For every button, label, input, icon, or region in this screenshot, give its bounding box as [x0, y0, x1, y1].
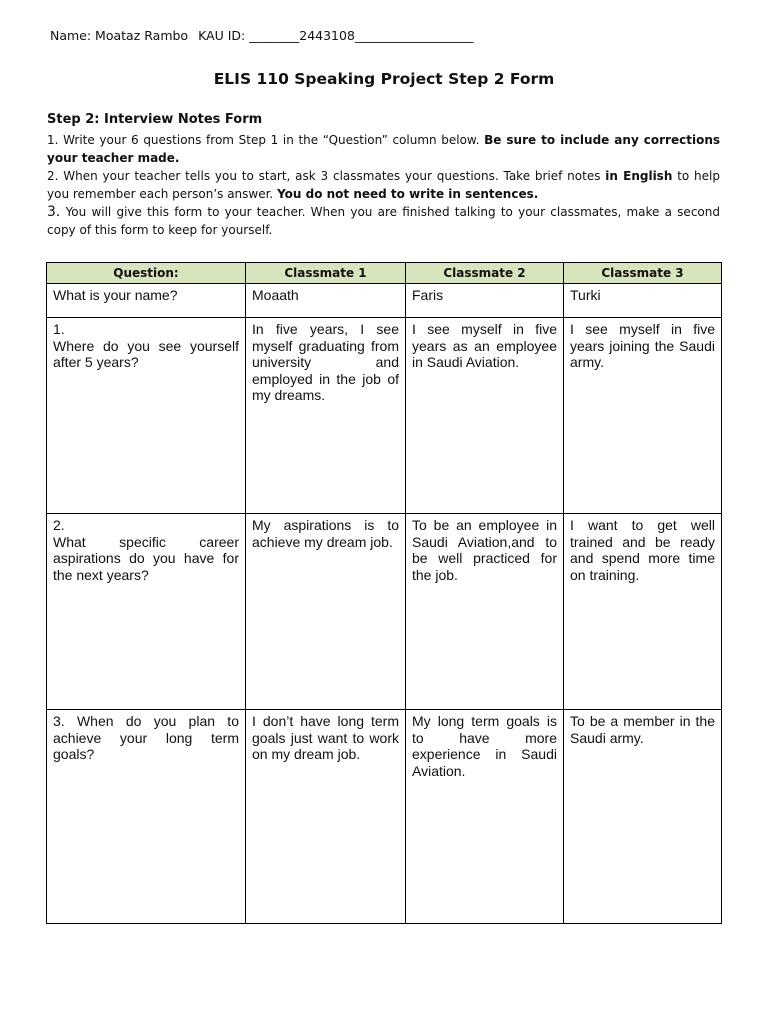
question-number: 1.: [53, 321, 65, 337]
table-header-row: [47, 263, 722, 284]
question-cell: [47, 318, 246, 514]
question-number: 2.: [53, 517, 65, 533]
answer-cell: I want to get well trained and be ready and spend more time on training.: [564, 514, 722, 710]
question-cell: What is your name?: [47, 284, 246, 318]
question-cell: 3. When do you plan to achieve your long term goals?: [47, 710, 246, 924]
answer-cell: To be an employee in Saudi Aviation,and to be well practiced for the job.: [406, 514, 564, 710]
header-classmate-2: Classmate 2: [406, 263, 564, 284]
answer-cell: My aspirations is to achieve my dream job.: [246, 514, 406, 710]
question-text: What specific career aspirations do you have for the next years?: [53, 533, 239, 583]
instructions: [47, 131, 720, 239]
question-text: Where do you see yourself after 5 years?: [53, 337, 239, 370]
table-row: [47, 318, 722, 514]
student-name: Name: Moataz Rambo: [50, 28, 189, 43]
kau-id: KAU ID: ________2443108___________________: [198, 28, 474, 43]
header-question: Question:: [47, 263, 246, 284]
answer-cell: Turki: [564, 284, 722, 318]
answer-cell: I see myself in five years as an employee in Saudi Aviation.: [406, 318, 564, 514]
step-heading: Step 2: Interview Notes Form: [47, 112, 263, 127]
answer-cell: My long term goals is to have more experience in Saudi Aviation.: [406, 710, 564, 924]
instruction-1: 1. Write your 6 questions from Step 1 in the “Question” column below. Be sure to include any corrections your teacher made.: [47, 133, 720, 165]
answer-cell: In five years, I see myself graduating from university and employed in the job of my dreams.: [246, 318, 406, 514]
question-cell: [47, 514, 246, 710]
instruction-2: 2. When your teacher tells you to start, ask 3 classmates your questions. Take brief notes in English to help you remember each person’s answer. You do not need to write in sentences.: [47, 169, 720, 201]
table-row: [47, 710, 722, 924]
instruction-3: 3. You will give this form to your teacher. When you are finished talking to your classmates, make a second copy of this form to keep for yourself.: [47, 204, 720, 237]
answer-cell: I see myself in five years joining the Saudi army.: [564, 318, 722, 514]
interview-notes-table: [46, 262, 722, 924]
answer-cell: Faris: [406, 284, 564, 318]
answer-cell: To be a member in the Saudi army.: [564, 710, 722, 924]
header-classmate-1: Classmate 1: [246, 263, 406, 284]
answer-cell: I don’t have long term goals just want to work on my dream job.: [246, 710, 406, 924]
table-row: [47, 514, 722, 710]
form-title: ELIS 110 Speaking Project Step 2 Form: [213, 70, 555, 88]
student-info-line: [50, 28, 474, 43]
answer-cell: Moaath: [246, 284, 406, 318]
table-row: [47, 284, 722, 318]
header-classmate-3: Classmate 3: [564, 263, 722, 284]
